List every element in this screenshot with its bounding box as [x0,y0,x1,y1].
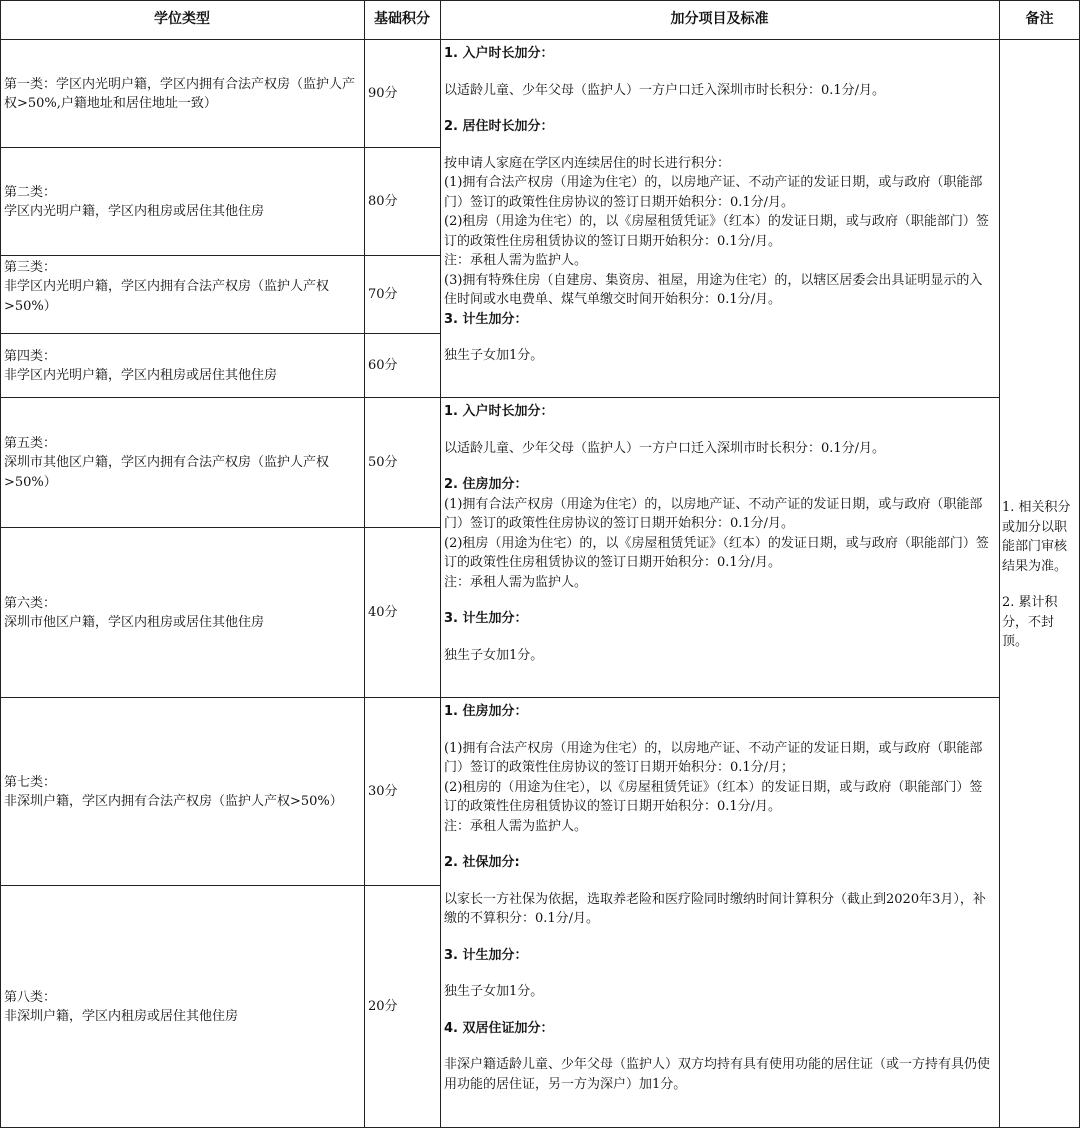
bonus3-title-4: 4. 双居住证加分： [444,1020,554,1036]
category-3: 第三类： 非学区内光明户籍，学区内拥有合法产权房（监护人产权>50%） [4,259,330,314]
header-note: 备注 [999,0,1080,40]
bonus3-text-3: 注：承租人需为监护人。 [444,818,588,834]
bonus3-text-5: 独生子女加1分。 [444,984,544,999]
score-6: 40分 [368,605,398,621]
bonus-block-1 [440,40,999,398]
bonus1-title-2: 2. 居住时长加分： [444,119,554,134]
bonus1-title-1: 1. 入户时长加分： [444,46,554,61]
score-8: 20分 [368,999,398,1015]
row-divider-5 [0,527,440,528]
bonus1-text-3: (1)拥有合法产权房（用途为住宅）的，以房地产证、不动产证的发证日期，或与政府（职能部门）签订的政策性住房协议的签订日期开始积分：0.1分/月。 [444,175,983,210]
bonus1-text-6: (3)拥有特殊住房（自建房、集资房、祖屋，用途为住宅）的，以辖区居委会出具证明显示的入住时间或水电费单、煤气单缴交时间开始积分：0.1分/月。 [444,272,983,307]
bonus1-text-1: 以适龄儿童、少年父母（监护人）一方户口迁入深圳市时长积分：0.1分/月。 [444,82,886,98]
bonus3-title-1: 1. 住房加分： [444,704,528,719]
bonus2-title-2: 2. 住房加分： [444,477,528,492]
bonus3-title-2: 2. 社保加分: [444,855,520,870]
bonus3-text-6: 非深户籍适龄儿童、少年父母（监护人）双方均持有具有使用功能的居住证（或一方持有具仍使用功能的居住证，另一方为深户）加1分。 [444,1057,991,1092]
score-7: 30分 [368,784,398,800]
border-left [0,0,1,1128]
col-divider-2 [440,0,441,1128]
bonus2-title-1: 1. 入户时长加分： [444,404,554,419]
bonus3-text-4: 以家长一方社保为依据，选取养老险和医疗险同时缴纳时间计算积分（截止到2020年3月），补缴的不算积分：0.1分/月。 [444,891,986,926]
col-divider-3 [999,0,1000,1128]
score-3: 70分 [368,287,398,303]
bonus2-text-4: 注：承租人需为监护人。 [444,574,588,590]
bonus-block-2 [440,398,999,698]
row-divider-6 [0,697,999,698]
bonus1-text-4: (2)租房（用途为住宅）的，以《房屋租赁凭证》（红本）的发证日期，或与政府（职能部门）签订的政策性住房租赁协议的签订日期开始积分：0.1分/月。 [444,214,989,249]
row-divider-7 [0,885,440,886]
remark-1: 1. 相关积分或加分以职能部门审核结果为准。 [1002,500,1071,574]
category-1: 第一类：学区内光明户籍，学区内拥有合法产权房（监护人产权>50%,户籍地址和居住地址一致） [4,76,356,111]
category-5: 第五类： 深圳市其他区户籍，学区内拥有合法产权房（监护人产权>50%） [4,435,330,490]
header-divider [0,39,1080,40]
bonus1-text-2: 按申请人家庭在学区内连续居住的时长进行积分： [444,155,731,171]
bonus-block-3 [440,698,999,1128]
row-divider-3 [0,333,440,334]
bonus3-text-1: (1)拥有合法产权房（用途为住宅）的，以房地产证、不动产证的发证日期，或与政府（职能部门）签订的政策性住房协议的签订日期开始积分：0.1分/月； [444,740,983,775]
category-6: 第六类： 深圳市他区户籍，学区内租房或居住其他住房 [4,595,265,630]
remarks-cell [999,498,1080,698]
row-divider-1 [0,147,440,148]
bonus2-text-2: (1)拥有合法产权房（用途为住宅）的，以房地产证、不动产证的发证日期，或与政府（职能部门）签订的政策性住房协议的签订日期开始积分：0.1分/月。 [444,496,983,531]
row-divider-4 [0,397,999,398]
border-top [0,0,1080,1]
bonus2-text-1: 以适龄儿童、少年父母（监护人）一方户口迁入深圳市时长积分：0.1分/月。 [444,440,886,456]
category-7: 第七类： 非深圳户籍，学区内拥有合法产权房（监护人产权>50%） [4,774,343,809]
score-2: 80分 [368,194,398,210]
bonus3-title-3: 3. 计生加分： [444,947,528,963]
bonus2-text-3: (2)租房（用途为住宅）的，以《房屋租赁凭证》（红本）的发证日期，或与政府（职能部门）签订的政策性住房租赁协议的签订日期开始积分：0.1分/月。 [444,535,989,570]
category-8: 第八类： 非深圳户籍，学区内租房或居住其他住房 [4,989,239,1024]
score-1: 90分 [368,86,398,102]
bonus3-text-2: (2)租房的（用途为住宅），以《房屋租赁凭证》（红本）的发证日期，或与政府（职能部门）签订的政策性住房租赁协议的签订日期开始积分：0.1分/月。 [444,779,983,814]
bonus1-title-3: 3. 计生加分： [444,311,528,327]
score-5: 50分 [368,455,398,471]
score-4: 60分 [368,358,398,374]
category-4: 第四类： 非学区内光明户籍，学区内租房或居住其他住房 [4,348,278,383]
row-divider-2 [0,255,440,256]
bonus2-title-3: 3. 计生加分： [444,611,528,626]
bonus1-text-5: 注：承租人需为监护人。 [444,253,588,268]
category-2: 第二类： 学区内光明户籍，学区内租房或居住其他住房 [4,184,265,219]
header-base-score: 基础积分 [364,0,440,40]
header-bonus: 加分项目及标准 [440,0,999,40]
bonus1-text-7: 独生子女加1分。 [444,348,544,363]
col-divider-1 [364,0,365,1128]
remark-2: 2. 累计积分，不封顶。 [1002,595,1058,649]
bonus2-text-5: 独生子女加1分。 [444,647,544,663]
header-type: 学位类型 [0,0,364,40]
